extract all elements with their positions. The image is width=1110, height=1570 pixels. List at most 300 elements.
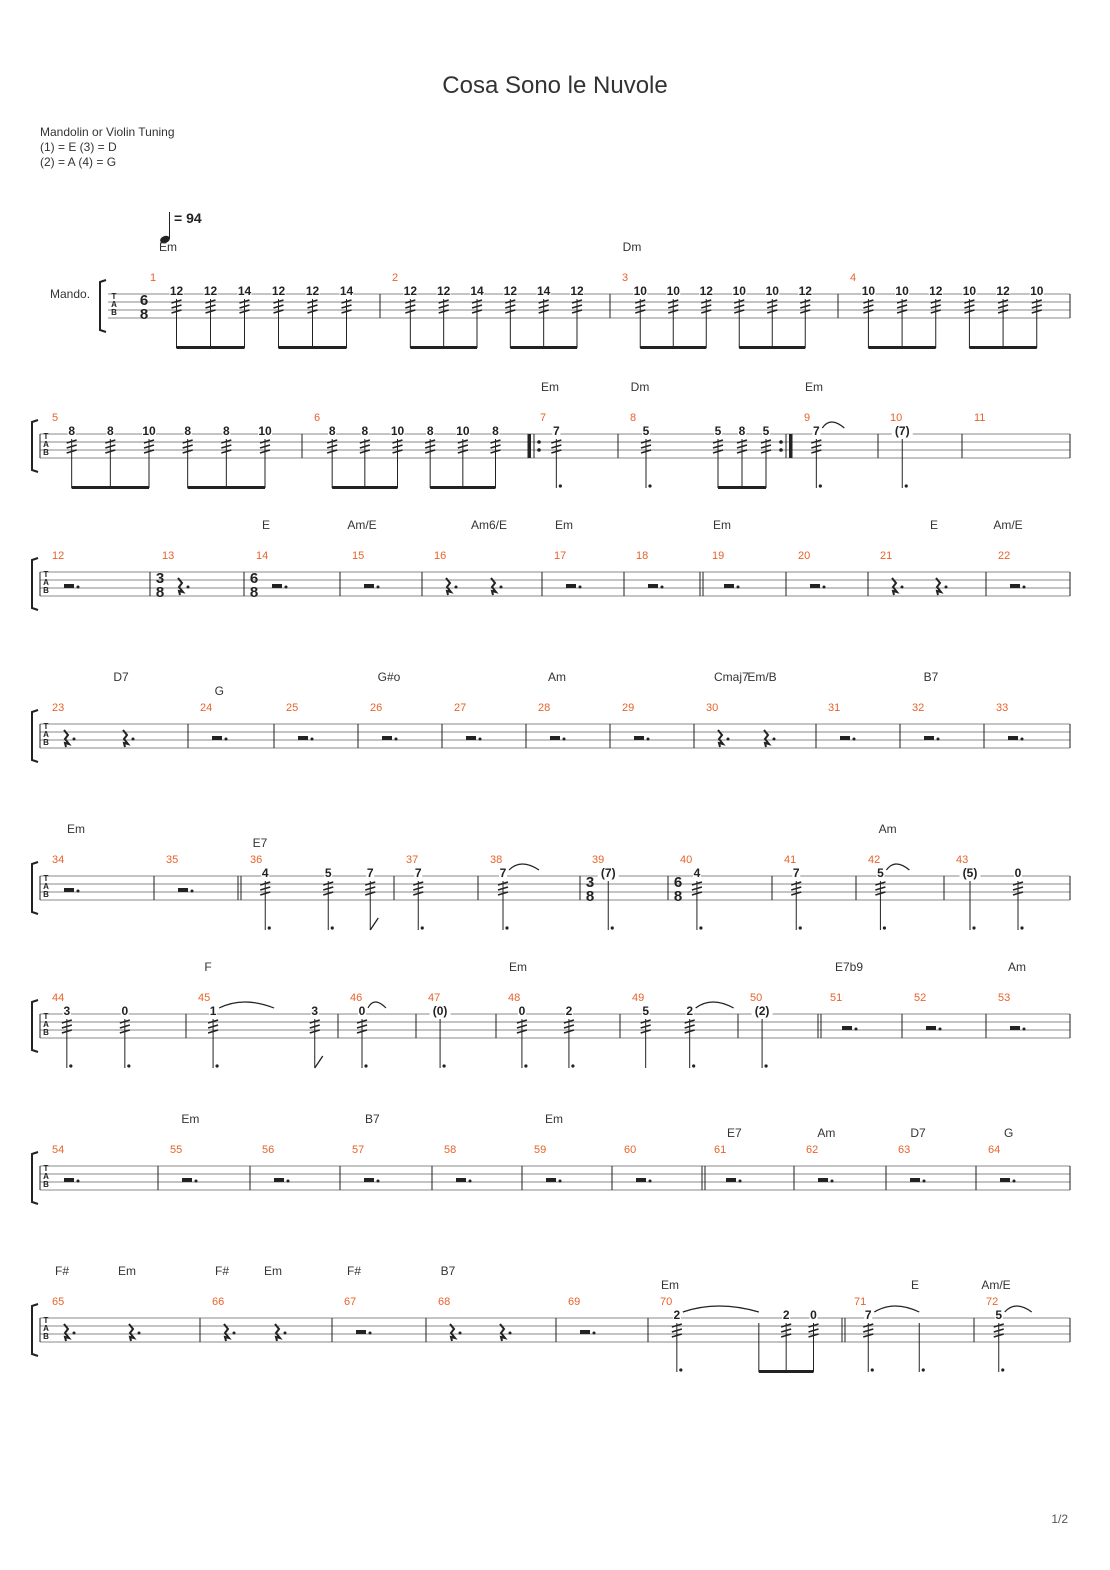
note-beam	[332, 486, 397, 489]
system-bracket	[32, 862, 38, 914]
half-rest	[272, 584, 282, 588]
measure-number: 34	[52, 854, 65, 866]
measure-number: 41	[784, 854, 797, 866]
measure-number: 54	[52, 1144, 65, 1156]
quarter-rest	[450, 1324, 455, 1341]
half-rest	[1010, 584, 1020, 588]
fret-number: 12	[929, 284, 943, 298]
fret-number: 14	[470, 284, 484, 298]
measure-number: 42	[868, 854, 881, 866]
measure-number: 26	[370, 702, 383, 714]
measure-number: 24	[200, 702, 213, 714]
rest-dot	[77, 1180, 80, 1183]
fret-number: 10	[962, 284, 977, 298]
fret-number: (2)	[754, 1004, 770, 1018]
duration-dot	[559, 484, 562, 487]
measure-number: 14	[256, 550, 269, 562]
fret-number: 1	[209, 1004, 217, 1018]
rest-dot	[831, 1180, 834, 1183]
chord-name: Dm	[622, 240, 642, 254]
half-rest	[648, 584, 658, 588]
measure-number: 71	[854, 1296, 867, 1308]
duration-dot	[421, 926, 424, 929]
fret-number: 10	[765, 284, 779, 298]
tab-clef-letter: B	[43, 1332, 49, 1341]
half-rest	[566, 584, 576, 588]
rest-dot	[1023, 586, 1026, 589]
half-rest	[724, 584, 734, 588]
chord-name: Em	[67, 822, 85, 836]
half-rest	[726, 1178, 736, 1182]
tab-clef-letter: A	[43, 578, 49, 587]
time-signature-bottom: 8	[249, 584, 259, 601]
chord-name: B7	[440, 1264, 456, 1278]
fret-number: 12	[798, 284, 812, 298]
quarter-rest	[500, 1324, 505, 1341]
measure-number: 20	[798, 550, 811, 562]
half-rest	[64, 1178, 74, 1182]
chord-name: Em	[661, 1278, 679, 1292]
measure-number: 30	[706, 702, 719, 714]
time-signature-top: 3	[155, 570, 165, 587]
fret-number: (7)	[894, 424, 910, 438]
quarter-rest	[446, 578, 451, 595]
measure-number: 33	[996, 702, 1009, 714]
duration-dot	[331, 926, 334, 929]
half-rest	[634, 736, 644, 740]
fret-number: 3	[63, 1004, 71, 1018]
rest-dot	[563, 738, 566, 741]
chord-name: G#o	[377, 670, 401, 684]
measure-number: 38	[490, 854, 503, 866]
note-beam	[279, 346, 347, 349]
measure-number: 39	[592, 854, 605, 866]
measure-number: 46	[350, 992, 363, 1004]
fret-number: 12	[271, 284, 286, 298]
rest-dot	[661, 586, 664, 589]
tab-clef-letter: T	[43, 570, 49, 579]
duration-dot	[883, 926, 886, 929]
repeat-dot	[537, 448, 541, 452]
fret-number: 10	[142, 424, 156, 438]
rest-dot	[455, 586, 458, 589]
fret-number: 12	[570, 284, 584, 298]
measure-number: 15	[352, 550, 365, 562]
measure-number: 22	[998, 550, 1011, 562]
tab-clef-letter: A	[43, 1324, 49, 1333]
chord-name: B7	[923, 670, 939, 684]
fret-number: 5	[642, 424, 650, 438]
chord-name: G	[214, 684, 225, 698]
chord-name: Am/E	[347, 518, 377, 532]
instrument-name: Mando.	[50, 287, 91, 301]
half-rest	[364, 1178, 374, 1182]
chord-name: Am	[878, 822, 897, 836]
measure-number: 40	[680, 854, 693, 866]
measure-number: 4	[850, 272, 857, 284]
fret-number: 2	[673, 1308, 681, 1322]
rest-dot	[77, 890, 80, 893]
rest-dot	[1021, 738, 1024, 741]
chord-name: E	[929, 518, 939, 532]
fret-number: 8	[184, 424, 192, 438]
half-rest	[580, 1330, 590, 1334]
chord-name: Em	[181, 1112, 200, 1126]
fret-number: 8	[361, 424, 369, 438]
tie-arc	[219, 1002, 274, 1008]
measure-number: 7	[540, 412, 547, 424]
fret-number: 2	[782, 1308, 790, 1322]
chord-name: F	[204, 960, 212, 974]
fret-number: 8	[222, 424, 230, 438]
note-beam	[739, 346, 805, 349]
half-rest	[356, 1330, 366, 1334]
duration-dot	[764, 1064, 767, 1067]
rest-dot	[73, 738, 76, 741]
fret-number: 14	[237, 284, 252, 298]
rest-dot	[579, 586, 582, 589]
staff-system	[32, 1112, 1070, 1204]
fret-number: 0	[1014, 866, 1022, 880]
fret-number: 2	[565, 1004, 573, 1018]
measure-number: 50	[750, 992, 763, 1004]
fret-number: 14	[339, 284, 354, 298]
chord-name: Am	[1008, 960, 1026, 974]
chord-name: E7	[726, 1126, 742, 1140]
chord-name: Am/E	[993, 518, 1023, 532]
fret-number: 7	[812, 424, 820, 438]
time-signature-bottom: 8	[585, 888, 595, 905]
page-number: 1/2	[1051, 1512, 1068, 1526]
note-beam	[969, 346, 1036, 349]
quarter-rest	[129, 1324, 134, 1341]
measure-number: 69	[568, 1296, 581, 1308]
rest-dot	[649, 1180, 652, 1183]
rest-dot	[187, 586, 190, 589]
rest-dot	[77, 586, 80, 589]
measure-number: 23	[52, 702, 65, 714]
tab-clef-letter: B	[43, 890, 49, 899]
fret-number: 2	[686, 1004, 694, 1018]
measure-number: 29	[622, 702, 635, 714]
measure-number: 9	[804, 412, 811, 424]
duration-dot	[442, 1064, 445, 1067]
staff-system	[32, 670, 1070, 762]
fret-number: 0	[121, 1004, 129, 1018]
rest-dot	[647, 738, 650, 741]
chord-name: E7	[252, 836, 268, 850]
time-signature-bottom: 8	[673, 888, 683, 905]
rest-dot	[1023, 1028, 1026, 1031]
staff-system	[32, 380, 1070, 489]
chord-name: F#	[346, 1264, 362, 1278]
fret-number: 5	[995, 1308, 1003, 1322]
rest-dot	[369, 1332, 372, 1335]
duration-dot	[1001, 1368, 1004, 1371]
measure-number: 58	[444, 1144, 457, 1156]
duration-dot	[127, 1064, 130, 1067]
rest-dot	[773, 738, 776, 741]
rest-dot	[287, 1180, 290, 1183]
half-rest	[924, 736, 934, 740]
rest-dot	[377, 586, 380, 589]
quarter-rest	[892, 578, 897, 595]
fret-number: 0	[518, 1004, 526, 1018]
measure-number: 16	[434, 550, 447, 562]
half-rest	[298, 736, 308, 740]
measure-number: 37	[406, 854, 419, 866]
measure-number: 2	[392, 272, 399, 284]
tie-arc	[509, 864, 539, 870]
half-rest	[550, 736, 560, 740]
tab-clef-letter: B	[111, 308, 117, 317]
rest-dot	[469, 1180, 472, 1183]
tempo-value: = 94	[174, 210, 202, 226]
tab-clef-letter: A	[43, 882, 49, 891]
note-beam	[410, 346, 477, 349]
tie-arc	[886, 864, 909, 870]
measure-number: 43	[956, 854, 969, 866]
half-rest	[1000, 1178, 1010, 1182]
fret-number: 0	[810, 1308, 817, 1322]
fret-number: 0	[358, 1004, 366, 1018]
measure-number: 61	[714, 1144, 727, 1156]
system-bracket	[32, 1304, 38, 1356]
time-signature-top: 6	[139, 292, 149, 309]
measure-number: 70	[660, 1296, 673, 1308]
duration-dot	[922, 1368, 925, 1371]
measure-number: 56	[262, 1144, 275, 1156]
tie-arc	[874, 1306, 919, 1312]
quarter-rest	[123, 730, 128, 747]
fret-number: 5	[762, 424, 770, 438]
system-bracket	[100, 280, 106, 332]
quarter-rest	[64, 1324, 69, 1341]
rest-dot	[853, 738, 856, 741]
note-flag	[315, 1056, 323, 1068]
duration-dot	[1020, 926, 1023, 929]
measure-number: 36	[250, 854, 263, 866]
fret-number: 7	[366, 866, 374, 880]
fret-number: 12	[403, 284, 418, 298]
chord-name: Dm	[630, 380, 650, 394]
repeat-start-bar	[528, 434, 531, 458]
repeat-dot	[537, 440, 541, 444]
duration-dot	[799, 926, 802, 929]
rest-dot	[73, 1332, 76, 1335]
tab-clef-letter: A	[43, 730, 49, 739]
measure-number: 27	[454, 702, 467, 714]
fret-number: 5	[324, 866, 332, 880]
quarter-rest	[64, 730, 69, 747]
fret-number: 10	[1030, 284, 1044, 298]
half-rest	[810, 584, 820, 588]
staff-system	[50, 240, 1070, 349]
tab-clef-letter: B	[43, 1180, 49, 1189]
fret-number: 3	[311, 1004, 319, 1018]
measure-number: 72	[986, 1296, 999, 1308]
measure-number: 17	[554, 550, 567, 562]
chord-name: F#	[214, 1264, 230, 1278]
rest-dot	[855, 1028, 858, 1031]
measure-number: 1	[150, 272, 157, 284]
chord-name: Em	[545, 1112, 563, 1126]
measure-number: 52	[914, 992, 927, 1004]
measure-number: 6	[314, 412, 321, 424]
chord-name: Em	[509, 960, 527, 974]
measure-number: 49	[632, 992, 645, 1004]
fret-number: 12	[699, 284, 713, 298]
fret-number: 7	[552, 424, 560, 438]
half-rest	[842, 1026, 852, 1030]
half-rest	[546, 1178, 556, 1182]
measure-number: 66	[212, 1296, 225, 1308]
duration-dot	[215, 1064, 218, 1067]
fret-number: 10	[633, 284, 647, 298]
chord-name: Em	[264, 1264, 282, 1278]
page-title: Cosa Sono le Nuvole	[442, 72, 668, 99]
measure-number: 28	[538, 702, 551, 714]
tab-clef-letter: B	[43, 1028, 49, 1037]
fret-number: (0)	[432, 1004, 448, 1018]
quarter-rest	[224, 1324, 229, 1341]
duration-dot	[679, 1368, 682, 1371]
chord-name: G	[1003, 1126, 1014, 1140]
quarter-rest	[764, 730, 769, 747]
chord-name: Em	[805, 380, 823, 394]
note-beam	[868, 346, 935, 349]
fret-number: 12	[203, 284, 218, 298]
duration-dot	[699, 926, 702, 929]
tie-arc	[683, 1306, 759, 1312]
measure-number: 62	[806, 1144, 819, 1156]
fret-number: 5	[642, 1004, 650, 1018]
tab-clef-letter: T	[111, 292, 117, 301]
note-flag	[370, 918, 378, 930]
system-bracket	[32, 710, 38, 762]
duration-dot	[69, 1064, 72, 1067]
duration-dot	[571, 1064, 574, 1067]
half-rest	[178, 888, 188, 892]
chord-name: B7	[364, 1112, 380, 1126]
fret-number: 12	[996, 284, 1010, 298]
rest-dot	[195, 1180, 198, 1183]
system-bracket	[32, 1152, 38, 1204]
fret-number: 12	[503, 284, 518, 298]
measure-number: 60	[624, 1144, 637, 1156]
half-rest	[1010, 1026, 1020, 1030]
measure-number: 5	[52, 412, 59, 424]
fret-number: 4	[693, 866, 701, 880]
measure-number: 25	[286, 702, 299, 714]
half-rest	[382, 736, 392, 740]
repeat-dot	[779, 448, 783, 452]
rest-dot	[823, 586, 826, 589]
note-beam	[188, 486, 265, 489]
measure-number: 57	[352, 1144, 365, 1156]
rest-dot	[739, 1180, 742, 1183]
measure-number: 19	[712, 550, 725, 562]
tuning-line-1: (1) = E (3) = D	[40, 140, 117, 154]
staff-system	[32, 822, 1070, 930]
fret-number: (7)	[600, 866, 616, 880]
rest-dot	[737, 586, 740, 589]
measure-number: 10	[890, 412, 903, 424]
half-rest	[926, 1026, 936, 1030]
rest-dot	[559, 1180, 562, 1183]
fret-number: 10	[861, 284, 876, 298]
rest-dot	[500, 586, 503, 589]
fret-number: 7	[792, 866, 800, 880]
chord-name: Am	[548, 670, 566, 684]
fret-number: 7	[499, 866, 507, 880]
rest-dot	[509, 1332, 512, 1335]
fret-number: 5	[877, 866, 884, 880]
chord-name: Cmaj7	[713, 670, 749, 684]
half-rest	[364, 584, 374, 588]
tab-clef-letter: T	[43, 1316, 49, 1325]
fret-number: 8	[492, 424, 499, 438]
rest-dot	[225, 738, 228, 741]
duration-dot	[972, 926, 975, 929]
fret-number: 5	[714, 424, 722, 438]
fret-number: (5)	[962, 866, 978, 880]
measure-number: 3	[622, 272, 629, 284]
chord-name: Em	[555, 518, 573, 532]
rest-dot	[727, 738, 730, 741]
duration-dot	[505, 926, 508, 929]
fret-number: 8	[738, 424, 746, 438]
rest-dot	[1013, 1180, 1016, 1183]
chord-name: E	[910, 1278, 920, 1292]
time-signature-top: 6	[673, 874, 683, 891]
measure-number: 55	[170, 1144, 183, 1156]
measure-number: 59	[534, 1144, 547, 1156]
time-signature-bottom: 8	[155, 584, 165, 601]
measure-number: 65	[52, 1296, 65, 1308]
quarter-rest	[936, 578, 941, 595]
measure-number: 53	[998, 992, 1011, 1004]
fret-number: 7	[414, 866, 422, 880]
rest-dot	[233, 1332, 236, 1335]
chord-name: Em	[541, 380, 559, 394]
chord-name: F#	[54, 1264, 70, 1278]
duration-dot	[611, 926, 614, 929]
quarter-rest	[718, 730, 723, 747]
fret-number: 8	[426, 424, 434, 438]
rest-dot	[901, 586, 904, 589]
tab-clef-letter: B	[43, 738, 49, 747]
half-rest	[840, 736, 850, 740]
measure-number: 21	[880, 550, 893, 562]
staff-system	[32, 960, 1070, 1068]
tab-clef-letter: B	[43, 586, 49, 595]
measure-number: 32	[912, 702, 925, 714]
fret-number: 7	[864, 1308, 872, 1322]
tab-clef-letter: A	[43, 1020, 49, 1029]
fret-number: 8	[106, 424, 114, 438]
fret-number: 10	[456, 424, 470, 438]
tab-clef-letter: T	[43, 722, 49, 731]
half-rest	[910, 1178, 920, 1182]
tab-clef-letter: T	[43, 432, 49, 441]
duration-dot	[268, 926, 271, 929]
measure-number: 67	[344, 1296, 357, 1308]
half-rest	[636, 1178, 646, 1182]
chord-name: Em	[713, 518, 731, 532]
measure-number: 8	[630, 412, 637, 424]
measure-number: 13	[162, 550, 175, 562]
